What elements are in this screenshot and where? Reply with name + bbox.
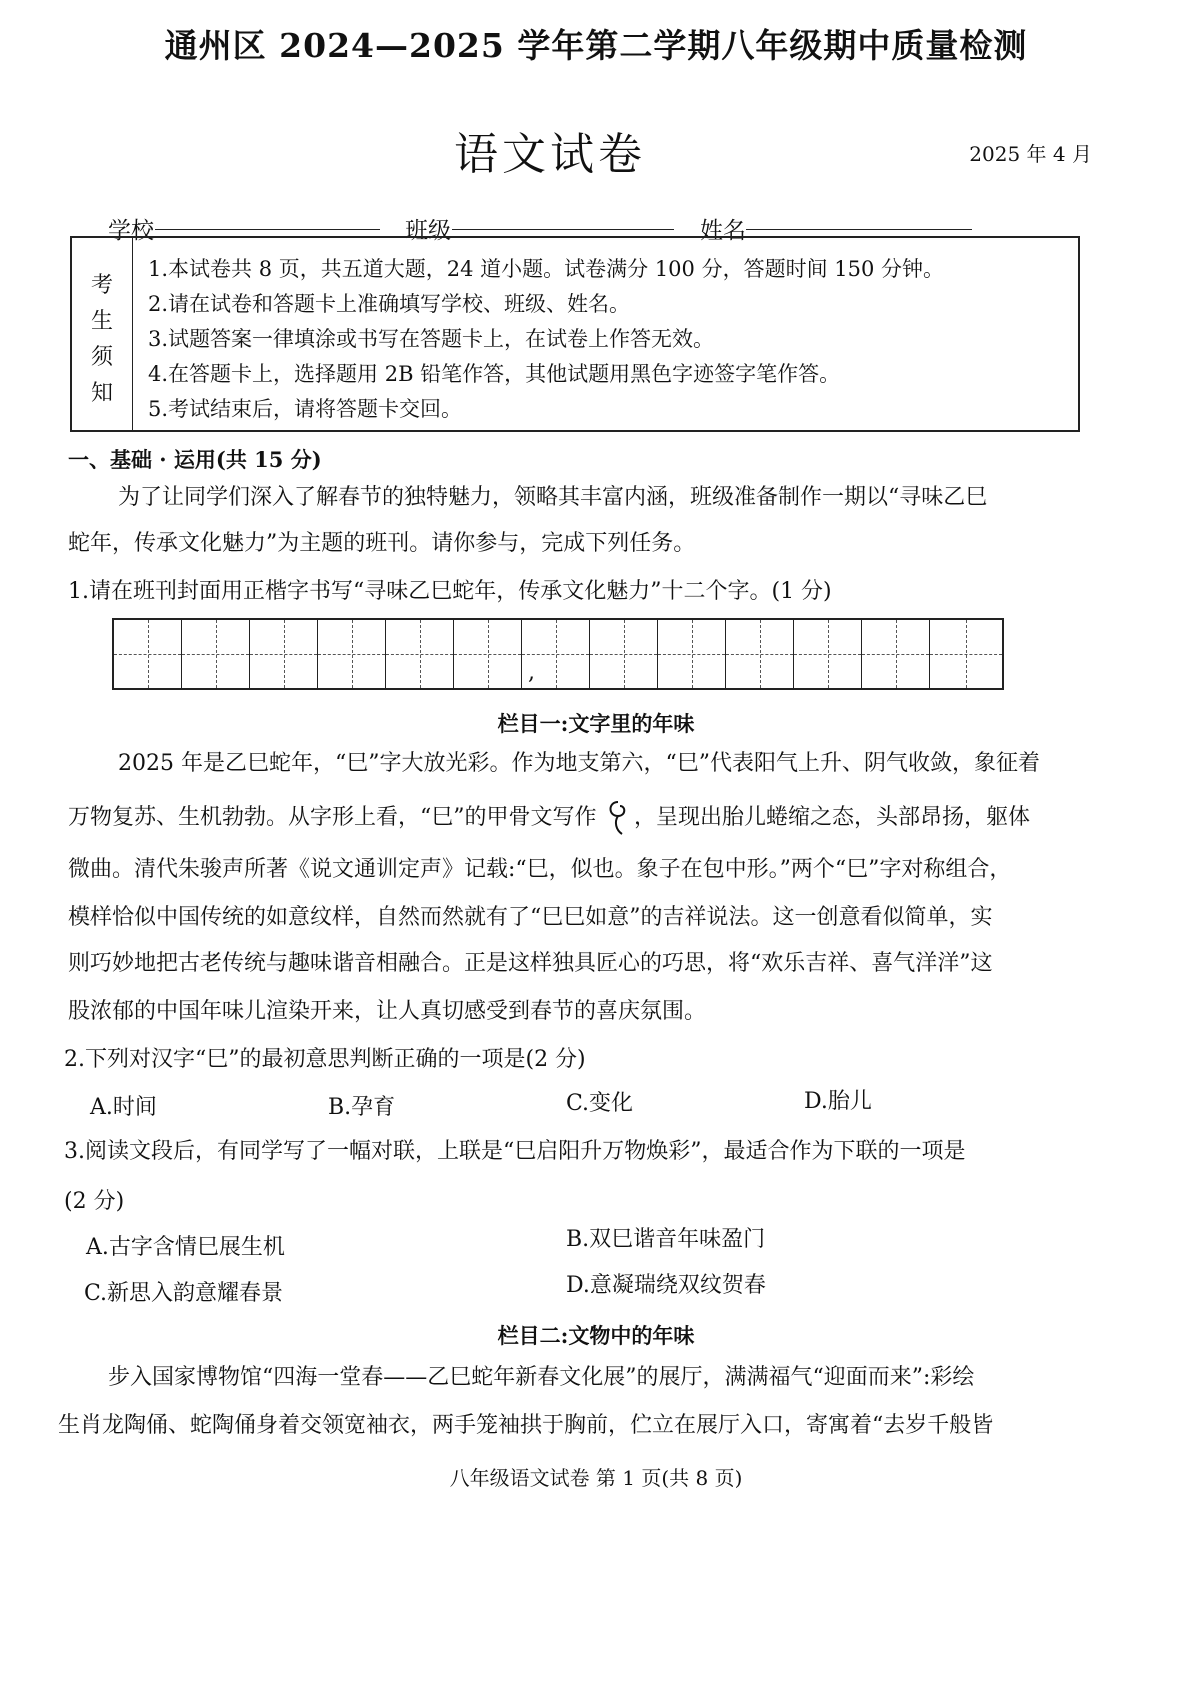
column1-line: 微曲。清代朱骏声所著《说文通训定声》记载:“巳，似也。象子在包中形。”两个“巳”字对称组合， xyxy=(68,857,1012,882)
question-3-score: (2 分) xyxy=(64,1189,125,1214)
notice-item: 2.请在试卷和答题卡上准确填写学校、班级、姓名。 xyxy=(148,292,631,316)
column1-line: 模样恰似中国传统的如意纹样，自然而然就有了“巳巳如意”的吉祥说法。这一创意看似简单，实 xyxy=(68,905,993,930)
grid-cell[interactable] xyxy=(862,620,930,688)
writing-grid[interactable] xyxy=(112,618,1004,690)
column1-line: ，呈现出胎儿蜷缩之态，头部昂扬，躯体 xyxy=(634,805,1031,830)
notice-label xyxy=(72,238,133,430)
notice-label-char: 知 xyxy=(90,381,113,406)
q3-option-a[interactable]: A.古字含情巳展生机 xyxy=(86,1235,285,1260)
grid-cell[interactable] xyxy=(454,620,522,688)
q2-option-a[interactable]: A.时间 xyxy=(90,1095,157,1120)
section-heading: 一、基础 · 运用(共 15 分) xyxy=(68,447,322,472)
question-2: 2.下列对汉字“巳”的最初意思判断正确的一项是(2 分) xyxy=(64,1047,586,1072)
column-heading: 栏目二:文物中的年味 xyxy=(497,1323,695,1348)
notice-item: 1.本试卷共 8 页，共五道大题，24 道小题。试卷满分 100 分，答题时间 150 分钟。 xyxy=(148,257,945,281)
notice-item: 5.考试结束后，请将答题卡交回。 xyxy=(148,397,463,421)
notice-label-char: 生 xyxy=(90,309,113,334)
school-label: 学校 xyxy=(108,218,154,244)
notice-label-char: 考 xyxy=(90,273,113,298)
exam-title: 通州区 2024—2025 学年第二学期八年级期中质量检测 xyxy=(164,26,1028,65)
class-blank xyxy=(452,228,674,230)
column-heading: 栏目一:文字里的年味 xyxy=(497,711,695,736)
column1-line: 2025 年是乙巳蛇年，“巳”字大放光彩。作为地支第六，“巳”代表阳气上升、阴气收敛，象征着 xyxy=(118,751,1040,776)
question-3: 3.阅读文段后，有同学写了一幅对联，上联是“巳启阳升万物焕彩”，最适合作为下联的一项是 xyxy=(64,1139,966,1164)
q2-option-d[interactable]: D.胎儿 xyxy=(804,1089,872,1114)
school-blank xyxy=(155,228,380,230)
grid-cell[interactable] xyxy=(386,620,454,688)
page-footer: 八年级语文试卷 第 1 页(共 8 页) xyxy=(449,1466,743,1490)
intro-line: 为了让同学们深入了解春节的独特魅力，领略其丰富内涵，班级准备制作一期以“寻味乙巳 xyxy=(118,485,988,510)
q2-option-b[interactable]: B.孕育 xyxy=(328,1095,396,1120)
column1-line: 则巧妙地把古老传统与趣味谐音相融合。正是这样独具匠心的巧思，将“欢乐吉祥、喜气洋洋”这 xyxy=(68,951,993,976)
notice-list xyxy=(148,252,944,427)
grid-cell[interactable] xyxy=(182,620,250,688)
notice-box xyxy=(70,236,1080,432)
column2-line: 步入国家博物馆“四海一堂春——乙巳蛇年新春文化展”的展厅，满满福气“迎面而来”:彩绘 xyxy=(108,1365,975,1390)
grid-cell[interactable] xyxy=(114,620,182,688)
grid-cell[interactable] xyxy=(930,620,1002,688)
column2-line: 生肖龙陶俑、蛇陶俑身着交领宽袖衣，两手笼袖拱于胸前，伫立在展厅入口，寄寓着“去岁千般皆 xyxy=(58,1413,994,1438)
exam-subtitle: 语文试卷 xyxy=(454,129,646,180)
grid-cell[interactable] xyxy=(250,620,318,688)
q3-option-d[interactable]: D.意凝瑞绕双纹贺春 xyxy=(566,1273,766,1298)
grid-cell[interactable] xyxy=(726,620,794,688)
column1-line: 股浓郁的中国年味儿渲染开来，让人真切感受到春节的喜庆氛围。 xyxy=(68,999,707,1024)
grid-cell[interactable] xyxy=(794,620,862,688)
oracle-bone-glyph xyxy=(604,798,632,838)
class-label: 班级 xyxy=(405,218,451,244)
grid-cell[interactable] xyxy=(590,620,658,688)
exam-date: 2025 年 4 月 xyxy=(969,142,1092,166)
notice-label-char: 须 xyxy=(90,345,113,370)
grid-cell[interactable] xyxy=(318,620,386,688)
question-1: 1.请在班刊封面用正楷字书写“寻味乙巳蛇年，传承文化魅力”十二个字。(1 分) xyxy=(68,579,832,604)
notice-item: 3.试题答案一律填涂或书写在答题卡上，在试卷上作答无效。 xyxy=(148,327,715,351)
grid-cell[interactable] xyxy=(658,620,726,688)
column1-line: 万物复苏、生机勃勃。从字形上看，“巳”的甲骨文写作 xyxy=(68,805,597,830)
intro-line: 蛇年，传承文化魅力”为主题的班刊。请你参与，完成下列任务。 xyxy=(68,531,696,556)
name-blank xyxy=(746,228,972,230)
q3-option-c[interactable]: C.新思入韵意耀春景 xyxy=(84,1281,284,1306)
q2-option-c[interactable]: C.变化 xyxy=(566,1091,634,1116)
grid-comma: , xyxy=(528,660,535,685)
q3-option-b[interactable]: B.双巳谐音年味盈门 xyxy=(566,1227,766,1252)
name-label: 姓名 xyxy=(700,218,746,244)
notice-item: 4.在答题卡上，选择题用 2B 铅笔作答，其他试题用黑色字迹签字笔作答。 xyxy=(148,362,841,386)
